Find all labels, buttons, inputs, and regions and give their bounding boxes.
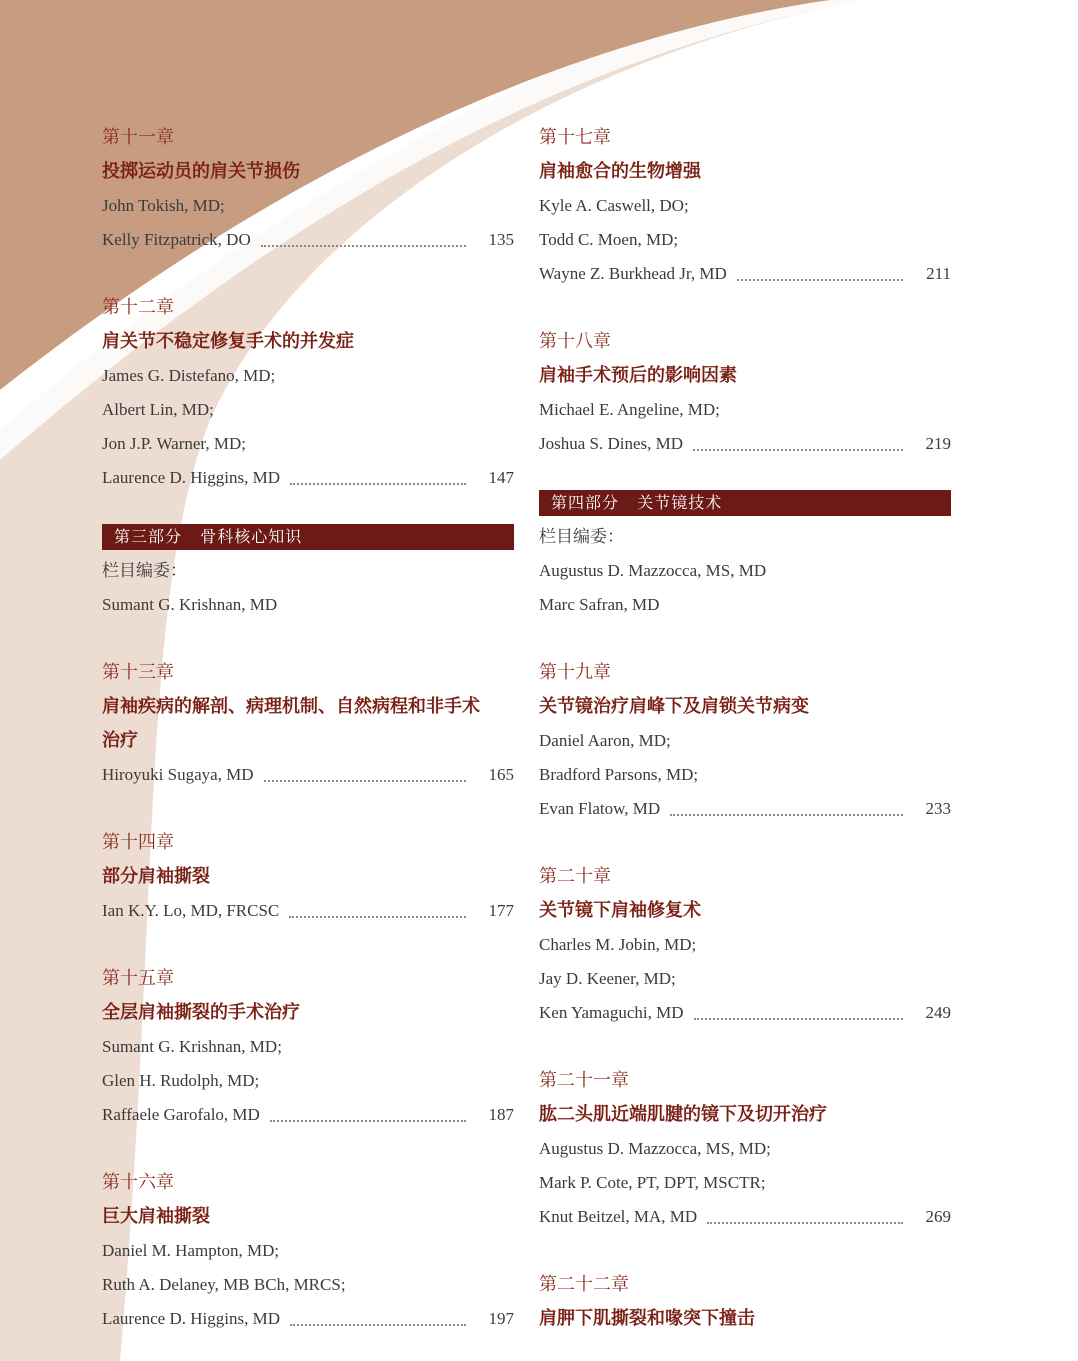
page-number: 197: [488, 1309, 514, 1328]
spacer: [539, 826, 951, 860]
author: Albert Lin, MD;: [102, 400, 214, 419]
author: Augustus D. Mazzocca, MS, MD;: [539, 1139, 771, 1158]
page-number: 187: [488, 1105, 514, 1124]
section-label: 第三部分: [114, 527, 183, 546]
author: Daniel Aaron, MD;: [539, 731, 671, 750]
author: Ruth A. Delaney, MB BCh, MRCS;: [102, 1275, 346, 1294]
chapter-number: 第二十二章: [539, 1274, 629, 1295]
author: Bradford Parsons, MD;: [539, 765, 699, 784]
chapter-title: 部分肩袖撕裂: [102, 866, 210, 887]
leader-dots: [707, 1222, 903, 1224]
toc-entry-line: [539, 257, 951, 291]
chapter-title: 肩袖手术预后的影响因素: [539, 365, 737, 386]
chapter-title: 关节镜治疗肩峰下及肩锁关节病变: [539, 696, 809, 717]
spacer: [102, 622, 514, 656]
chapter-title: 肱二头肌近端肌腱的镜下及切开治疗: [539, 1104, 827, 1125]
leader-dots: [694, 1018, 904, 1020]
author: Hiroyuki Sugaya, MD: [102, 765, 254, 784]
author: Glen H. Rudolph, MD;: [102, 1071, 260, 1090]
author: Wayne Z. Burkhead Jr, MD: [539, 264, 727, 283]
right-column: [539, 121, 951, 1336]
toc-entry-line: [102, 461, 514, 495]
author: James G. Distefano, MD;: [102, 366, 276, 385]
leader-dots: [693, 449, 903, 451]
toc-entry-line: [102, 758, 514, 792]
section-title: 关节镜技术: [637, 493, 723, 512]
chapter-title: 肩关节不稳定修复手术的并发症: [102, 331, 354, 352]
page-number: 135: [488, 230, 514, 249]
author: Raffaele Garofalo, MD: [102, 1105, 260, 1124]
toc-entry-line: [539, 1200, 951, 1234]
chapter-title-continued: 治疗: [102, 730, 138, 751]
toc-entry-line: [539, 427, 951, 461]
page-number: 211: [926, 264, 951, 283]
toc-entry-line: [539, 792, 951, 826]
author: Mark P. Cote, PT, DPT, MSCTR;: [539, 1173, 766, 1192]
toc-entry-line: [102, 1302, 514, 1336]
chapter-number: 第十八章: [539, 331, 611, 352]
author: Daniel M. Hampton, MD;: [102, 1241, 280, 1260]
chapter-title: 全层肩袖撕裂的手术治疗: [102, 1002, 300, 1023]
section-band-part3: [102, 524, 514, 550]
editor-label: 栏目编委：: [102, 561, 187, 581]
leader-dots: [670, 814, 903, 816]
leader-dots: [264, 780, 466, 782]
editor: Marc Safran, MD: [539, 595, 660, 614]
author: Jay D. Keener, MD;: [539, 969, 676, 988]
toc-entry-line: [102, 1098, 514, 1132]
leader-dots: [737, 279, 903, 281]
author: Kelly Fitzpatrick, DO: [102, 230, 251, 249]
editor: Sumant G. Krishnan, MD: [102, 595, 278, 614]
chapter-number: 第十二章: [102, 297, 174, 318]
section-title: 骨科核心知识: [200, 527, 303, 546]
author: Knut Beitzel, MA, MD: [539, 1207, 698, 1226]
author: Kyle A. Caswell, DO;: [539, 196, 689, 215]
author: Evan Flatow, MD: [539, 799, 661, 818]
spacer: [539, 1234, 951, 1268]
leader-dots: [290, 1324, 466, 1326]
chapter-number: 第二十章: [539, 866, 611, 887]
spacer: [539, 1030, 951, 1064]
author: Michael E. Angeline, MD;: [539, 400, 720, 419]
editor-label: 栏目编委：: [539, 527, 624, 547]
page-number: 249: [925, 1003, 951, 1022]
editor: Augustus D. Mazzocca, MS, MD: [539, 561, 767, 580]
author: Ken Yamaguchi, MD: [539, 1003, 684, 1022]
chapter-title: 投掷运动员的肩关节损伤: [102, 161, 300, 182]
spacer: [102, 495, 514, 520]
chapter-number: 第十四章: [102, 832, 174, 853]
leader-dots: [290, 483, 466, 485]
toc-entry-line: [102, 894, 514, 928]
author: Laurence D. Higgins, MD: [102, 1309, 280, 1328]
page-number: 269: [925, 1207, 951, 1226]
left-column: [102, 121, 514, 1336]
chapter-number: 第十九章: [539, 662, 611, 683]
page-number: 177: [488, 901, 514, 920]
chapter-title: 肩胛下肌撕裂和喙突下撞击: [539, 1308, 755, 1329]
spacer: [539, 622, 951, 656]
spacer: [102, 1132, 514, 1166]
chapter-title: 巨大肩袖撕裂: [102, 1206, 210, 1227]
spacer: [102, 792, 514, 826]
spacer: [102, 257, 514, 291]
section-band-part4: [539, 490, 951, 516]
author: Jon J.P. Warner, MD;: [102, 434, 247, 453]
author: Laurence D. Higgins, MD: [102, 468, 280, 487]
leader-dots: [261, 245, 466, 247]
chapter-number: 第二十一章: [539, 1070, 629, 1091]
chapter-number: 第十七章: [539, 127, 611, 148]
spacer: [539, 461, 951, 486]
chapter-number: 第十三章: [102, 662, 174, 683]
page-number: 165: [488, 765, 514, 784]
page-number: 147: [488, 468, 514, 487]
chapter-title: 关节镜下肩袖修复术: [539, 900, 701, 921]
toc-entry-line: [539, 996, 951, 1030]
leader-dots: [270, 1120, 466, 1122]
section-label: 第四部分: [551, 493, 620, 512]
author: Joshua S. Dines, MD: [539, 434, 684, 453]
spacer: [102, 928, 514, 962]
author: Todd C. Moen, MD;: [539, 230, 679, 249]
spacer: [539, 291, 951, 325]
chapter-title: 肩袖愈合的生物增强: [539, 161, 701, 182]
page-number: 219: [925, 434, 951, 453]
chapter-number: 第十五章: [102, 968, 174, 989]
author: John Tokish, MD;: [102, 196, 225, 215]
author: Ian K.Y. Lo, MD, FRCSC: [102, 901, 280, 920]
chapter-number: 第十六章: [102, 1172, 174, 1193]
leader-dots: [289, 916, 466, 918]
toc-entry-line: [102, 223, 514, 257]
page-number: 233: [925, 799, 951, 818]
chapter-number: 第十一章: [102, 127, 174, 148]
author: Charles M. Jobin, MD;: [539, 935, 697, 954]
chapter-title: 肩袖疾病的解剖、病理机制、自然病程和非手术: [102, 696, 480, 717]
author: Sumant G. Krishnan, MD;: [102, 1037, 282, 1056]
